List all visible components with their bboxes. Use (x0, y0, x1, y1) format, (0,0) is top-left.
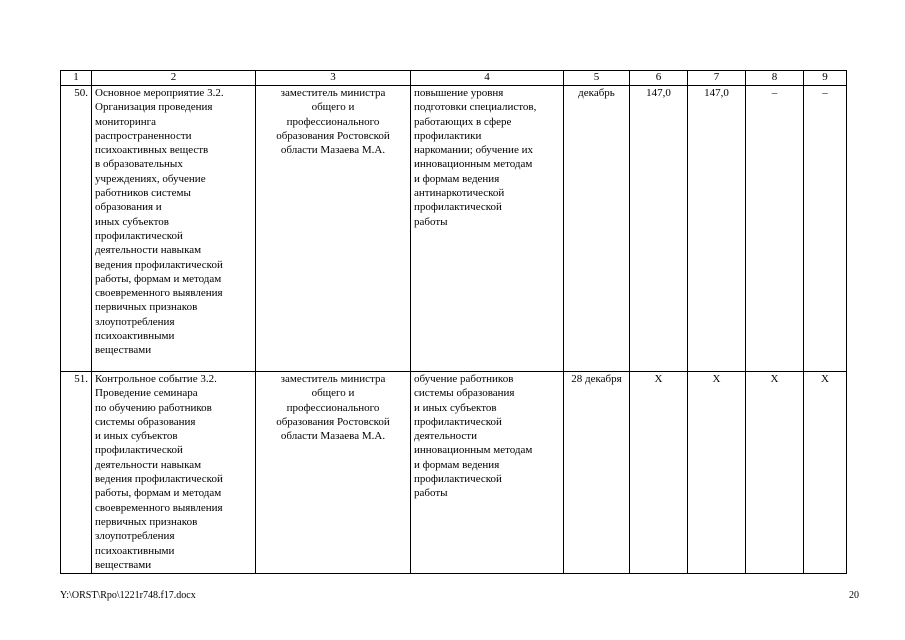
header-row (61, 71, 847, 86)
value-cell-6: Х (630, 372, 688, 574)
responsible-cell: заместитель министра общего и профессионального образования Ростовской области Мазаева М.А. (256, 86, 411, 372)
table-row (61, 372, 847, 574)
value-cell-7: 147,0 (688, 86, 746, 372)
row-number: 51. (61, 372, 92, 574)
header-cell-4: 4 (411, 71, 564, 86)
table-row (61, 86, 847, 372)
event-cell: Контрольное событие 3.2. Проведение семинара по обучению работников системы образования и иных субъектов профилактической деятельности навыкам ведения профилактической работы, формам и методам своевременного выявления первичных признаков злоупотребления психоактивными веществами (92, 372, 256, 574)
date-cell: декабрь (564, 86, 630, 372)
responsible-cell: заместитель министра общего и профессионального образования Ростовской области Мазаева М.А. (256, 372, 411, 574)
header-cell-2: 2 (92, 71, 256, 86)
page-number: 20 (849, 590, 859, 601)
value-cell-9: – (804, 86, 847, 372)
value-cell-9: Х (804, 372, 847, 574)
row-number: 50. (61, 86, 92, 372)
event-cell: Основное мероприятие 3.2. Организация проведения мониторинга распространенности психоактивных веществ в образовательных учреждениях, обучение работников системы образования и иных субъектов профилактической деятельности навыкам ведения профилактической работы, формам и методам своевременного выявления первичных признаков злоупотребления психоактивными веществами (92, 86, 256, 372)
header-cell-7: 7 (688, 71, 746, 86)
value-cell-8: – (746, 86, 804, 372)
result-cell: повышение уровня подготовки специалистов, работающих в сфере профилактики наркомании; обучение их инновационным методам и формам ведения антинаркотической профилактической работы (411, 86, 564, 372)
result-cell: обучение работников системы образования и иных субъектов профилактической деятельности инновационным методам и формам ведения профилактической работы (411, 372, 564, 574)
header-cell-9: 9 (804, 71, 847, 86)
header-cell-6: 6 (630, 71, 688, 86)
date-cell: 28 декабря (564, 372, 630, 574)
header-cell-8: 8 (746, 71, 804, 86)
footer-file-path: Y:\ORST\Rpo\1221r748.f17.docx (60, 590, 196, 601)
header-cell-1: 1 (61, 71, 92, 86)
header-cell-3: 3 (256, 71, 411, 86)
plan-table (60, 70, 847, 574)
header-cell-5: 5 (564, 71, 630, 86)
value-cell-6: 147,0 (630, 86, 688, 372)
value-cell-7: Х (688, 372, 746, 574)
value-cell-8: Х (746, 372, 804, 574)
